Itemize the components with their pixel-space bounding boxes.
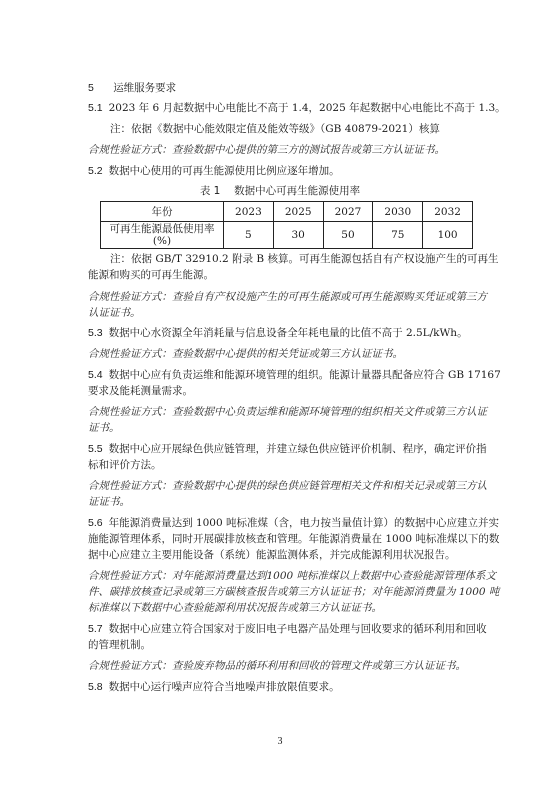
clause-5-8: 5.8 数据中心运行噪声应符合当地噪声排放限值要求。: [88, 681, 340, 693]
section-heading: 5 运维服务要求: [88, 82, 177, 94]
clause-5-1: 5.1 2023 年 6 月起数据中心电能比不高于 1.4，2025 年起数据中心电能比不高于 1.3。: [88, 102, 506, 114]
table-header-cell: 2027: [323, 202, 373, 222]
clause-5-5-line-2: 标和评价方法。: [88, 459, 162, 471]
table-cell: 100: [423, 222, 473, 249]
clause-5-2-verification-line-1: 合规性验证方式：查验自有产权设施产生的可再生能源或可再生能源购买凭证或第三方: [88, 291, 487, 303]
section-title: 运维服务要求: [113, 82, 177, 94]
table-note-line-2: 能源和购买的可再生能源。: [88, 269, 214, 281]
table-header-row: [101, 202, 473, 222]
clause-5-5: 5.5 数据中心应开展绿色供应链管理，并建立绿色供应链评价机制、程序，确定评价指: [88, 443, 487, 455]
clause-5-2-verification-line-2: 认证证书。: [88, 307, 141, 319]
clause-5-2: 5.2 数据中心使用的可再生能源使用比例应逐年增加。: [88, 165, 340, 177]
clause-5-7: 5.7 数据中心应建立符合国家对于废旧电子电器产品处理与回收要求的循环利用和回收: [88, 623, 487, 635]
clause-5-6: 5.6 年能源消费量达到 1000 吨标准煤（含，电力按当量值计算）的数据中心应建立并实: [88, 517, 500, 529]
clause-5-6-line-2: 施能源管理体系，同时开展碳排放核查和管理。年能源消费量在 1000 吨标准煤以下的数: [88, 533, 500, 545]
table-row-label: 可再生能源最低使用率 (%): [101, 222, 224, 249]
clause-5-7-verification: 合规性验证方式：查验废弃物品的循环利用和回收的管理文件或第三方认证证书。: [88, 660, 466, 672]
clause-5-7-line-2: 的管理机制。: [88, 639, 151, 651]
clause-5-4: 5.4 数据中心应有负责运维和能源环境管理的组织。能源计量器具配备应符合 GB 17167: [88, 369, 501, 381]
clause-5-4-verification-line-2: 证书。: [88, 422, 120, 434]
table-header-cell: 2025: [273, 202, 323, 222]
clause-5-1-note: 注：依据《数据中心能效限定值及能效等级》（GB 40879-2021）核算: [110, 123, 440, 135]
clause-5-3: 5.3 数据中心水资源全年消耗量与信息设备全年耗电量的比值不高于 2.5L/kWh。: [88, 327, 468, 339]
table-row: [101, 222, 473, 249]
page-number: 3: [277, 736, 283, 747]
clause-5-4-line-2: 要求及能耗测量需求。: [88, 385, 193, 397]
table-cell: 50: [323, 222, 373, 249]
table-cell: 5: [224, 222, 274, 249]
clause-5-6-verification-line-1: 合规性验证方式：对年能源消费量达到1000 吨标准煤以上数据中心查验能源管理体系文: [88, 570, 497, 582]
clause-5-3-verification: 合规性验证方式：查验数据中心提供的相关凭证或第三方认证证书。: [88, 348, 403, 360]
clause-5-6-verification-line-3: 标准煤以下数据中心查验能源利用状况报告或第三方认证证书。: [88, 602, 382, 614]
renewable-energy-table: [100, 201, 473, 249]
table-cell: 75: [373, 222, 423, 249]
clause-5-6-verification-line-2: 件、碳排放核查记录或第三方碳核查报告或第三方认证证书；对年能源消费量为 1000 吨: [88, 586, 500, 598]
clause-5-5-verification-line-1: 合规性验证方式：查验数据中心提供的绿色供应链管理相关文件和相关记录或第三方认: [88, 480, 487, 492]
table-header-cell: 2023: [224, 202, 274, 222]
clause-5-4-verification-line-1: 合规性验证方式：查验数据中心负责运维和能源环境管理的组织相关文件或第三方认证: [88, 406, 487, 418]
clause-5-5-verification-line-2: 证证书。: [88, 496, 130, 508]
clause-5-6-line-3: 据中心应建立主要用能设备（系统）能源监测体系，并完成能源利用状况报告。: [88, 549, 456, 561]
table-note-line-1: 注：依据 GB/T 32910.2 附录 B 核算。可再生能源包括自有产权设施产生的可再生: [110, 253, 499, 265]
table-header-cell: 2032: [423, 202, 473, 222]
table-cell: 30: [273, 222, 323, 249]
clause-5-1-verification: 合规性验证方式：查验数据中心提供的第三方的测试报告或第三方认证证书。: [88, 144, 445, 156]
table-header-cell: 2030: [373, 202, 423, 222]
table-header-cell: 年份: [101, 202, 224, 222]
table-caption: 表 1 数据中心可再生能源使用率: [199, 185, 361, 197]
